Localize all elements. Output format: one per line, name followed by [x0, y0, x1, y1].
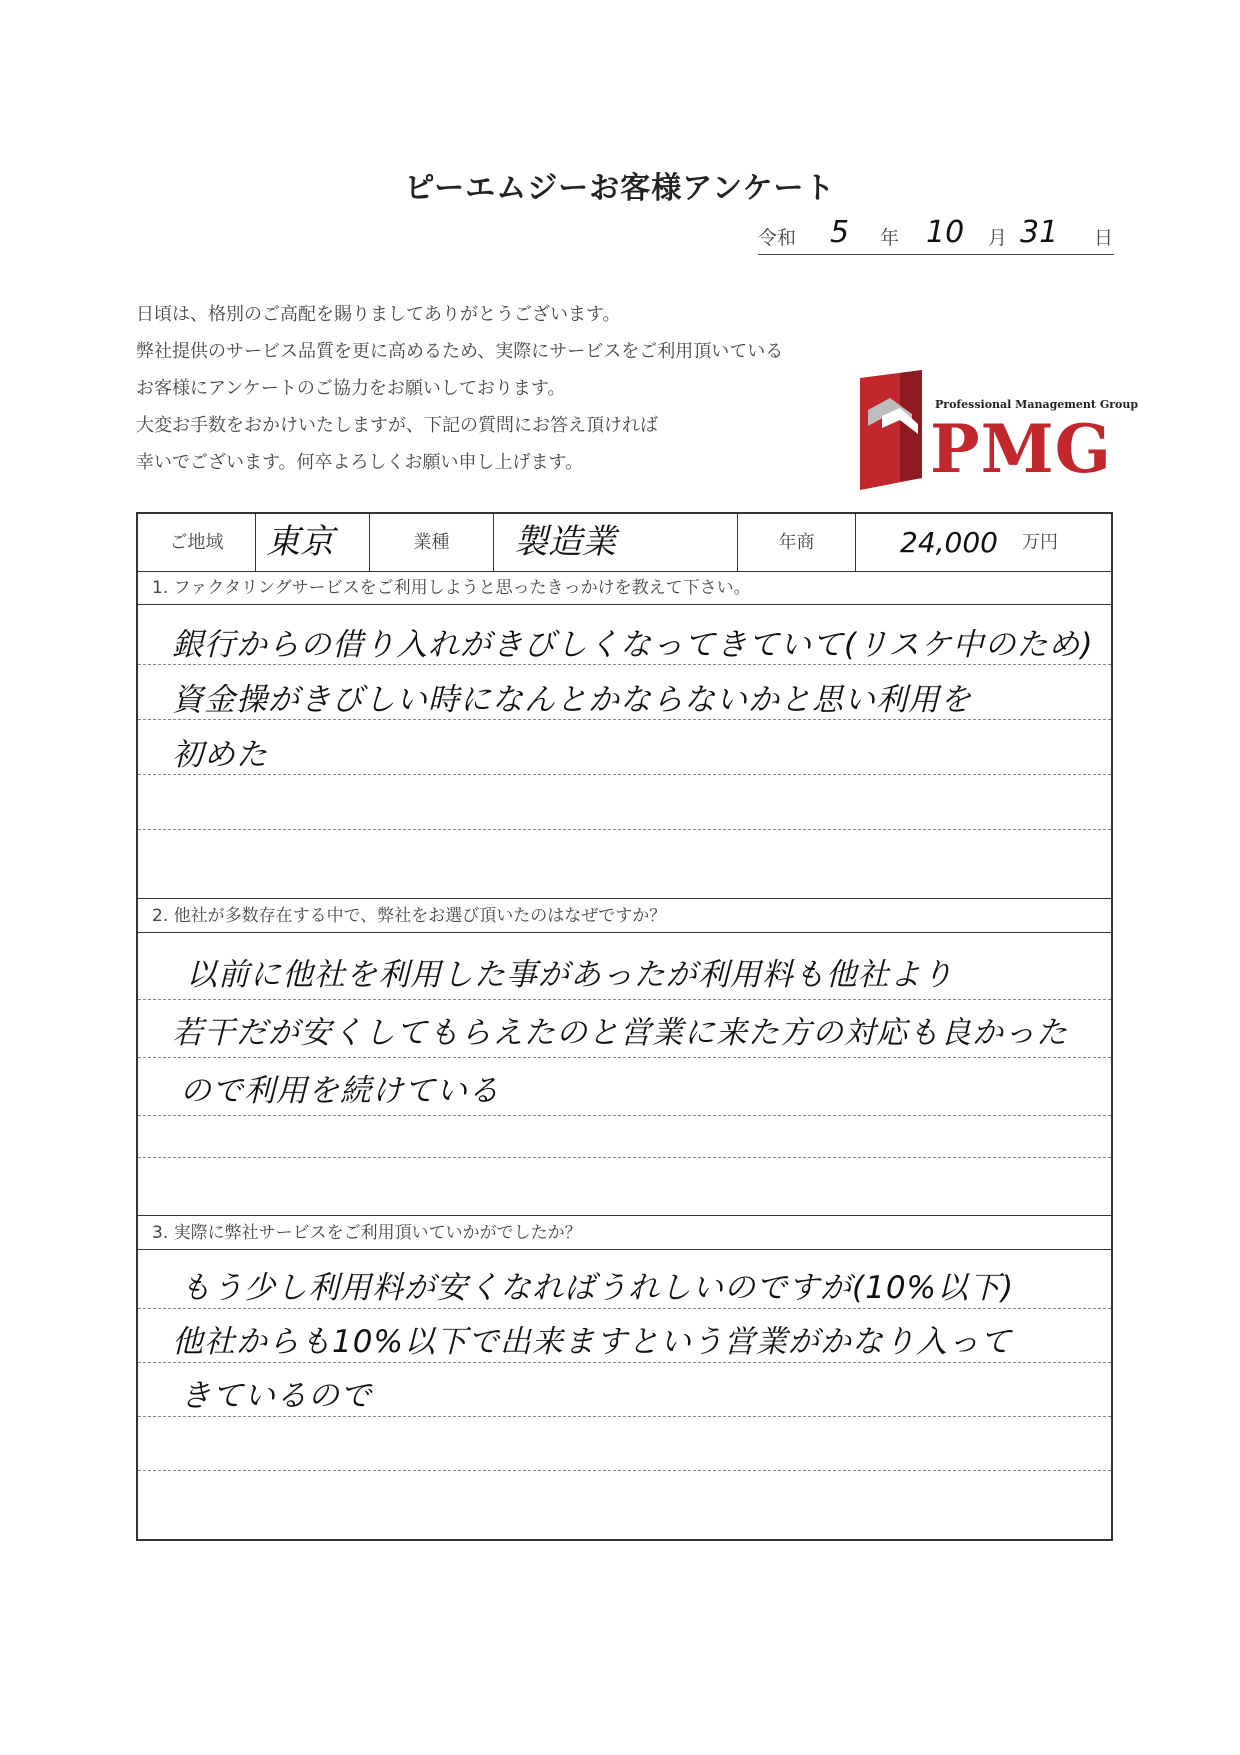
intro-line: 日頃は、格別のご高配を賜りましてありがとうございます。 [136, 304, 621, 325]
answer-2-line[interactable]: ので利用を続けている [180, 1073, 500, 1109]
date-year: 5 [830, 215, 850, 250]
industry-value[interactable]: 製造業 [494, 514, 738, 571]
question-1-text: 1. ファクタリングサービスをご利用しようと思ったきっかけを教えて下さい。 [138, 571, 1111, 605]
revenue-value: 24,000 [900, 526, 998, 559]
form-header-row [138, 514, 1111, 572]
region-label: ご地域 [138, 514, 256, 571]
answer-2-line[interactable]: 若干だが安くしてもらえたのと営業に来た方の対応も良かった [172, 1015, 1068, 1051]
answer-1-line[interactable]: 初めた [172, 737, 268, 773]
logo-wordmark: PMG [930, 410, 1113, 488]
date-day: 31 [1020, 215, 1059, 250]
question-3-text: 3. 実際に弊社サービスをご利用頂いていかがでしたか？ [138, 1216, 1111, 1250]
date-month: 10 [926, 215, 965, 250]
survey-title: ピーエムジーお客様アンケート [404, 171, 836, 206]
answer-3-line[interactable]: 他社からも10%以下で出来ますという営業がかなり入って [172, 1324, 1012, 1360]
answer-2-line[interactable]: 以前に他社を利用した事があったが利用料も他社より [186, 957, 954, 993]
answer-3-line[interactable]: もう少し利用料が安くなればうれしいのですが(10%以下) [180, 1270, 1015, 1306]
date-day-unit: 日 [1094, 227, 1114, 249]
date-year-unit: 年 [880, 227, 900, 249]
logo-subtitle: Professional Management Group [935, 398, 1139, 411]
answer-3-line[interactable]: きているので [180, 1378, 372, 1414]
region-value[interactable]: 東京 [256, 514, 370, 571]
industry-label: 業種 [370, 514, 494, 571]
intro-text [136, 296, 783, 481]
revenue-label: 年商 [738, 514, 856, 571]
question-section-1 [138, 571, 1111, 898]
intro-line: お客様にアンケートのご協力をお願いしております。 [136, 378, 566, 399]
date-row [758, 215, 1114, 255]
survey-form [136, 512, 1113, 1541]
intro-line: 幸いでございます。何卒よろしくお願い申し上げます。 [136, 452, 584, 473]
revenue-field[interactable] [856, 514, 1111, 571]
answer-1-line[interactable]: 資金操がきびしい時になんとかならないかと思い利用を [172, 682, 972, 718]
answer-1-line[interactable]: 銀行からの借り入れがきびしくなってきていて(リスケ中のため) [172, 627, 1094, 663]
date-month-unit: 月 [988, 227, 1008, 249]
revenue-unit: 万円 [1022, 532, 1058, 553]
date-era: 令和 [758, 227, 797, 249]
question-2-text: 2. 他社が多数存在する中で、弊社をお選び頂いたのはなぜですか？ [138, 899, 1111, 933]
intro-line: 弊社提供のサービス品質を更に高めるため、実際にサービスをご利用頂いている [136, 341, 784, 362]
intro-line: 大変お手数をおかけいたしますが、下記の質問にお答え頂ければ [136, 415, 658, 436]
question-section-2 [138, 899, 1111, 1215]
question-section-3 [138, 1216, 1111, 1539]
